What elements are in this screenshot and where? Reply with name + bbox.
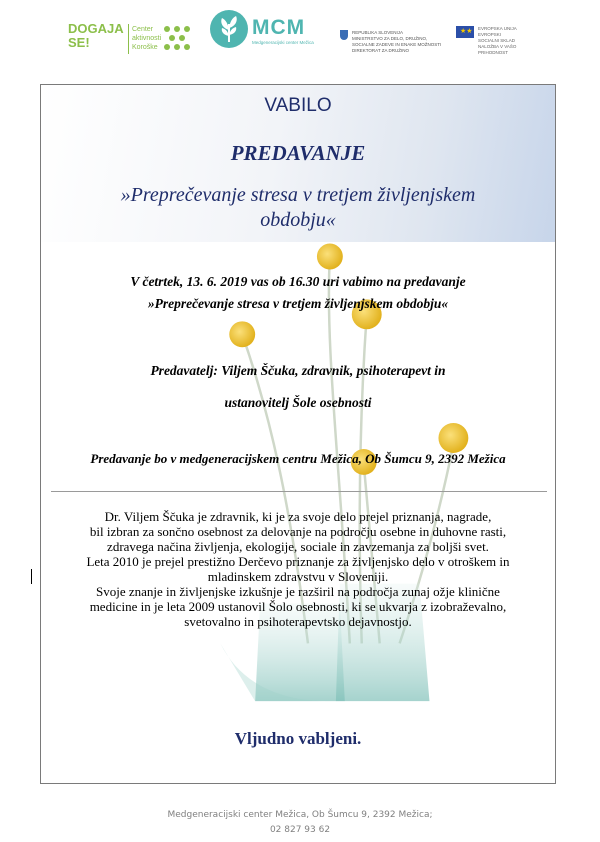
ministry-logo <box>340 30 450 60</box>
bio-line: svetovalno in psihoterapevtsko dejavnostjo. <box>184 614 412 629</box>
ministry-text <box>352 30 452 54</box>
eu-text <box>478 26 538 56</box>
dogaja-line1: DOGAJA <box>68 21 124 36</box>
eu-flag-icon: ★★ <box>456 26 474 38</box>
date-info <box>41 271 555 315</box>
invitation-subtitle: PREDAVANJE <box>230 141 366 165</box>
mcm-subtitle: Medgeneracijski center Mežica <box>252 40 314 45</box>
bio-line: medicine in je leta 2009 ustanovil Šolo osebnosti, ki se ukvarja z izobraževalno, <box>89 599 507 614</box>
eu-logo <box>456 26 536 55</box>
date-line1: V četrtek, 13. 6. 2019 vas ob 16.30 uri vabimo na predavanje <box>130 274 466 289</box>
date-line2: »Preprečevanje stresa v tretjem življenjskem obdobju« <box>147 296 449 311</box>
mcm-logo <box>210 10 320 54</box>
mcm-tree-icon <box>210 10 248 48</box>
bio-line: Leta 2010 je prejel prestižno Derčevo priznanje za življenjsko delo v otroškem in <box>86 554 510 569</box>
lecturer-info <box>41 355 555 419</box>
bio-line: Dr. Viljem Ščuka je zdravnik, ki je za svoje delo prejel priznanja, nagrade, <box>104 509 492 524</box>
dogaja-se-logo <box>68 22 198 62</box>
slovenia-crest-icon <box>340 30 348 40</box>
eu-line2: EVROPSKI <box>478 32 502 37</box>
bio-line: bil izbran za sončno osebnost za delovanje na področju osebne in duhovne rasti, <box>89 524 507 539</box>
dogaja-sub2: aktivnosti <box>132 35 162 42</box>
footer <box>0 808 600 838</box>
lecturer-bio <box>41 509 555 629</box>
venue-info: Predavanje bo v medgeneracijskem centru Mežica, Ob Šumcu 9, 2392 Mežica <box>90 451 506 466</box>
divider <box>51 491 547 492</box>
footer-phone: 02 827 93 62 <box>269 825 331 835</box>
ministry-line2: MINISTRSTVO ZA DELO, DRUŽINO, <box>352 36 428 41</box>
dogaja-logo-text <box>68 22 124 50</box>
bio-line: Svoje znanje in življenjske izkušnje je razširil na področja zunaj ožje klinične <box>96 584 500 599</box>
eu-line3: SOCIALNI SKLAD <box>478 38 516 43</box>
topic-line2: obdobju« <box>260 209 336 231</box>
ministry-line1: REPUBLIKA SLOVENIJA <box>352 30 404 35</box>
eu-line1: EVROPSKA UNIJA <box>478 26 517 31</box>
ministry-line4: DIREKTORAT ZA DRUŽINO <box>352 48 410 53</box>
bio-line: zdravega načina življenja, ekologije, sociale in zavzemanja za boljši svet. <box>107 539 489 554</box>
eu-line4: NALOŽBA V VAŠO PRIHODNOST <box>478 44 517 55</box>
closing-greeting: Vljudno vabljeni. <box>234 729 362 748</box>
header-logos <box>0 0 600 80</box>
invitation-card <box>40 84 556 784</box>
footer-address: Medgeneracijski center Mežica, Ob Šumcu 9, 2392 Mežica; <box>167 810 433 820</box>
text-cursor <box>31 569 32 584</box>
dogaja-sub1: Center <box>132 26 154 33</box>
bio-line: mladinskem zdravstvu v Sloveniji. <box>207 569 389 584</box>
lecturer-line1: Predavatelj: Viljem Ščuka, zdravnik, psihoterapevt in <box>150 363 446 378</box>
dots-icon <box>164 26 190 52</box>
ministry-line3: SOCIALNE ZADEVE IN ENAKE MOŽNOSTI <box>352 42 442 47</box>
dogaja-sub3: Koroške <box>132 44 158 51</box>
dogaja-line2: SE! <box>68 35 90 50</box>
lecture-topic <box>41 183 555 233</box>
topic-line1: »Preprečevanje stresa v tretjem življenjskem <box>120 184 476 206</box>
mcm-name: MCM <box>252 16 306 39</box>
dogaja-separator <box>128 24 129 54</box>
invitation-title: VABILO <box>264 95 332 116</box>
lecturer-line2: ustanovitelj Šole osebnosti <box>224 395 372 410</box>
